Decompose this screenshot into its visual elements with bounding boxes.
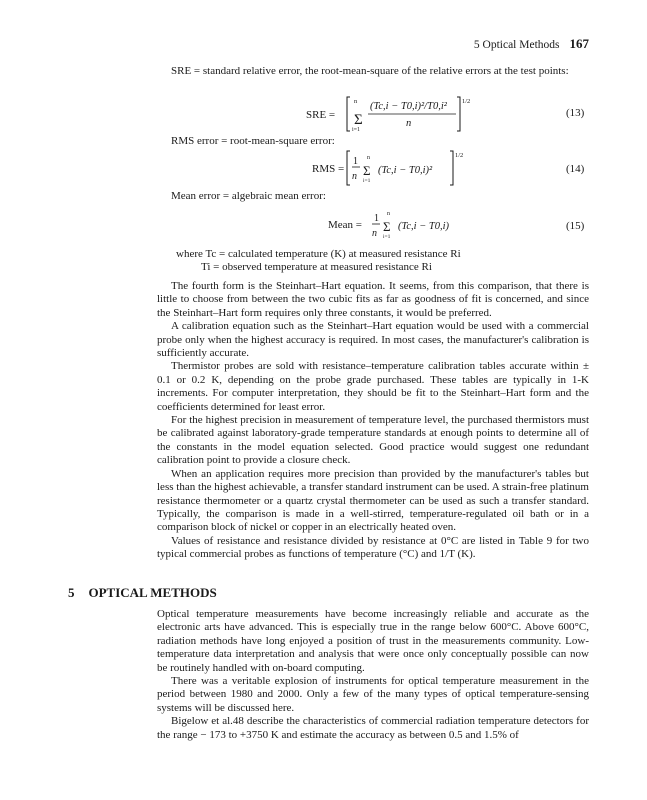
eq13-right-bracket	[457, 97, 460, 131]
eq15-lhs: Mean =	[328, 219, 362, 231]
eq13-sigma: Σ	[354, 112, 363, 128]
eq14-frac-bottom: n	[352, 171, 357, 182]
eq15-number: (15)	[566, 220, 585, 232]
eq14-number: (14)	[566, 163, 585, 175]
running-title: 5 Optical Methods	[473, 39, 560, 51]
running-header	[474, 36, 589, 52]
eq14-lhs: RMS =	[312, 163, 345, 175]
eq14-right-bracket	[450, 151, 453, 185]
eq14-left-bracket	[347, 151, 350, 185]
eq15-sum-top: n	[387, 211, 390, 217]
eq15-body: (Tc,i − T0,i)	[398, 221, 450, 232]
eq14-sum-top: n	[367, 155, 370, 161]
eq13-left-bracket	[347, 97, 350, 131]
eq14-sigma: Σ	[363, 163, 371, 178]
eq15-sum-bottom: i=1	[383, 234, 391, 240]
paragraph: Thermistor probes are sold with resistance–temperature calibration tables accurate within ± 0.1 or 0.2 K, depending on the probe grade purchased. These tables are typically in 1-K increments. For computer interpretation, they should be fit to the Steinhart–Hart form and the coefficients determined for least error.	[157, 360, 589, 413]
eq13-lhs: SRE =	[306, 109, 336, 121]
where-line-1: Tc = calculated temperature (K) at measured resistance Ri	[205, 248, 461, 260]
section-number: 5	[68, 585, 75, 600]
paragraph: Values of resistance and resistance divided by resistance at 0°C are listed in Table 9 for two typical commercial probes as functions of temperature (°C) and 1/T (K).	[157, 534, 589, 561]
mean-definition: Mean error = algebraic mean error:	[171, 190, 326, 202]
where-clause	[176, 248, 588, 275]
where-word: where	[176, 248, 203, 260]
eq14-power: 1/2	[455, 152, 464, 159]
eq13-numerator: (Tc,i − T0,i)²/T0,i²	[370, 101, 447, 112]
section-body	[157, 608, 589, 742]
eq13-denominator: n	[406, 118, 412, 129]
eq15-sigma: Σ	[383, 219, 391, 234]
equation-14	[312, 148, 472, 188]
rms-definition: RMS error = root-mean-square error:	[171, 135, 335, 147]
section-title: OPTICAL METHODS	[88, 585, 217, 600]
eq13-number: (13)	[566, 107, 585, 119]
eq15-frac-top: 1	[374, 213, 379, 224]
paragraph: The fourth form is the Steinhart–Hart equation. It seems, from this comparison, that there is little to choose from between the two cubic fits as far as goodness of fit is concerned, and since the Steinhart–Hart form requires only three constants, it would be preferred.	[157, 280, 589, 319]
paragraph: Bigelow et al.48 describe the characteristics of commercial radiation temperature detectors for the range − 173 to +3750 K and estimate the accuracy as between 0.5 and 1.5% of	[157, 715, 589, 741]
eq13-power: 1/2	[462, 98, 471, 105]
eq14-frac-top: 1	[353, 156, 358, 167]
page-number: 167	[569, 36, 589, 51]
paragraph: When an application requires more precision than provided by the manufacturer's tables but less than the highest achievable, a transfer standard instrument can be used. A strain-free platinum resistance thermometer or a quartz crystal thermometer can be used as such a transfer standard. Typically, the comparison is made in a well-stirred, temperature-regulated oil bath or in a comparison block of nickel or copper in an electrically heated oven.	[157, 467, 589, 534]
sre-definition: SRE = standard relative error, the root-mean-square of the relative errors at the test points:	[171, 65, 569, 77]
equation-13	[306, 94, 476, 134]
paragraph: Optical temperature measurements have become increasingly reliable and accurate as the electronic arts have advanced. This is especially true in the range below 600°C. Above 600°C, radiation methods have long enjoyed a position of trust in the measurements community. Low-temperature data interpretation and analysis that were once only conceptually possible can now be routinely handled with on-board computing.	[157, 608, 589, 674]
eq15-frac-bottom: n	[372, 228, 377, 239]
paragraph: A calibration equation such as the Steinhart–Hart equation would be used with a commercial probe only when the highest accuracy is required. In most cases, the manufacturer's calibration is sufficiently accurate.	[157, 320, 589, 360]
equation-15	[328, 206, 468, 244]
section-heading	[68, 585, 217, 601]
eq13-sum-top: n	[354, 98, 358, 105]
paragraph: For the highest precision in measurement of temperature level, the purchased thermistors must be calibrated against laboratory-grade temperature standards at enough points to determine all of the constants in the model equation selected. Good practice would suggest one redundant calibration point to provide a closure check.	[157, 414, 589, 467]
eq14-body: (Tc,i − T0,i)²	[378, 165, 433, 176]
eq13-sum-bottom: i=1	[352, 127, 361, 133]
where-line-2: Ti = observed temperature at measured resistance Ri	[201, 261, 432, 274]
eq14-sum-bottom: i=1	[363, 178, 371, 184]
paragraph: There was a veritable explosion of instruments for optical temperature measurement in the period between 1980 and 2000. Only a few of the many types of optical temperature-sensing systems will be discussed here.	[157, 675, 589, 714]
body-text	[157, 280, 589, 562]
